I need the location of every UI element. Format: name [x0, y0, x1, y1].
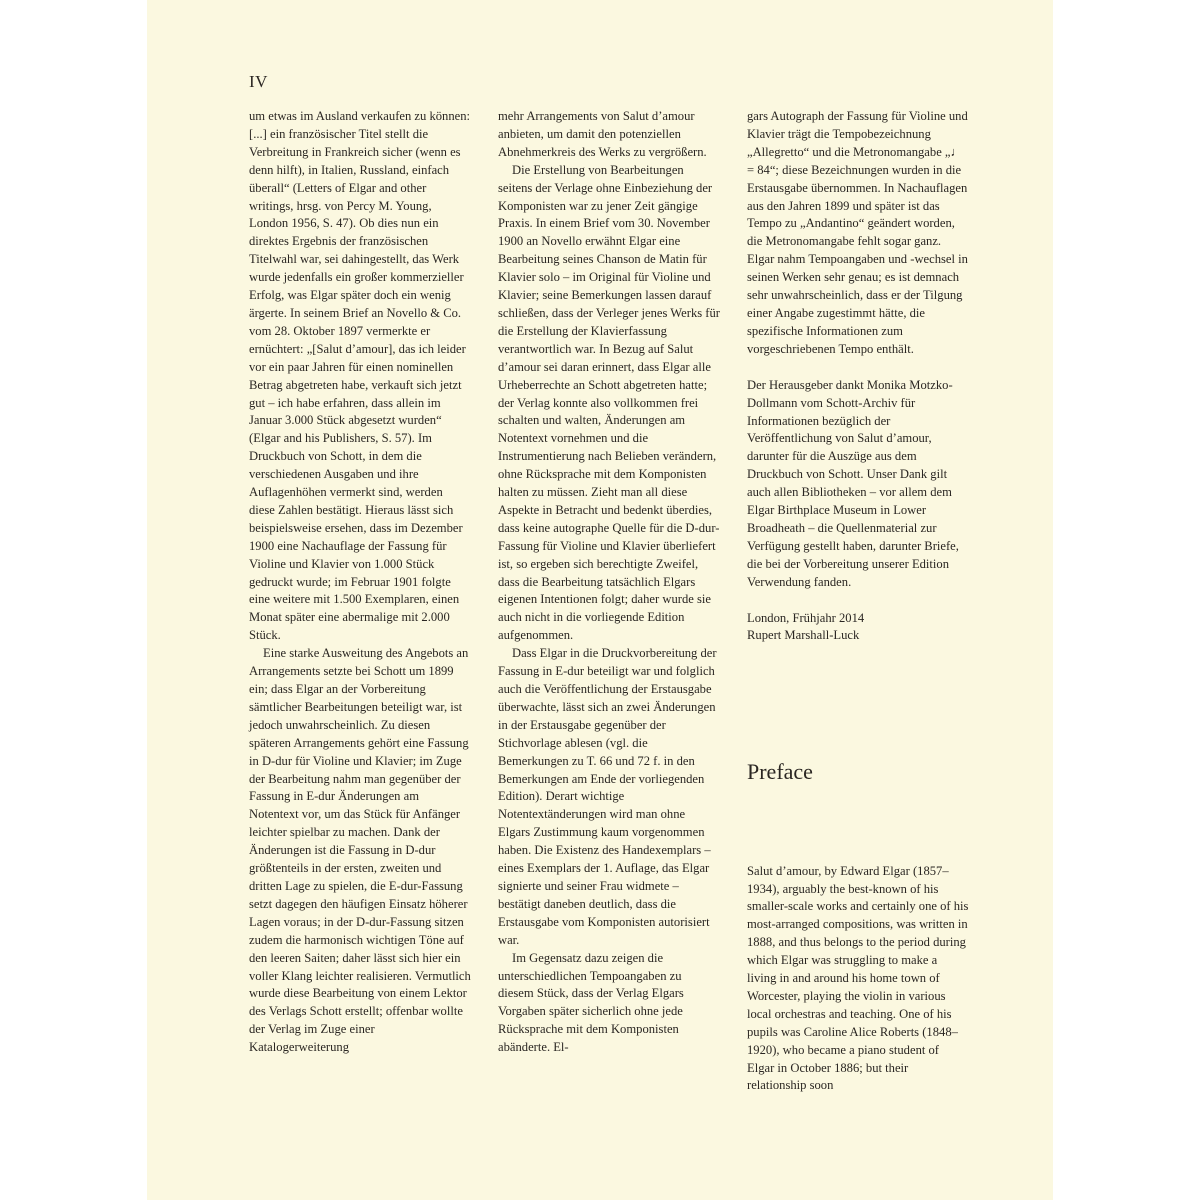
paragraph: um etwas im Ausland verkaufen zu können: [...] ein französischer Titel stellt die Verbreitung in Frankreich sicher (wenn es denn hilft), in Italien, Russland, einfach überall“ (Letters of Elgar and other writings, hrsg. von Percy M. Young, London 1956, S. 47). Ob dies nun ein direktes Ergebnis der französischen Titelwahl war, sei dahingestellt, das Werk wurde jedenfalls ein großer kommerzieller Erfolg, was Elgar später doch ein wenig ärgerte. In seinem Brief an Novello & Co. vom 28. Oktober 1897 vermerkte er ernüchtert: „[Salut d’amour], das ich leider vor ein paar Jahren für einen nominellen Betrag abgetreten habe, verkauft sich jetzt gut – ich habe erfahren, dass allein im Januar 3.000 Stück abgesetzt wurden“ (Elgar and his Publishers, S. 57). Im Druckbuch von Schott, in dem die verschiedenen Ausgaben und ihre Auflagenhöhen vermerkt sind, werden diese Zahlen bestätigt. Hieraus lässt sich beispielsweise ersehen, dass im Dezember 1900 eine Nachauflage der Fassung für Violine und Klavier von 1.000 Stück gedruckt wurde; im Februar 1901 folgte eine weitere mit 1.500 Exemplaren, einen Monat später eine abermalige mit 2.000 Stück.	[249, 109, 471, 643]
column-2	[498, 108, 720, 1057]
paragraph: mehr Arrangements von Salut d’amour anbieten, um damit den potenziellen Abnehmerkreis des Werks zu vergrößern.	[498, 109, 707, 159]
paragraph: Dass Elgar in die Druckvorbereitung der Fassung in E-dur beteiligt war und folglich auch die Veröffentlichung der Erstausgabe überwachte, lässt sich an zwei Änderungen in der Erstausgabe gegenüber der Stichvorlage ablesen (vgl. die Bemerkungen zu T. 66 und 72 f. in den Bemerkungen am Ende der vorliegenden Edition). Derart wichtige Notentextänderungen wird man ohne Elgars Zustimmung kaum vorgenommen haben. Die Existenz des Handexemplars – eines Exemplars der 1. Auflage, das Elgar signierte und seiner Frau widmete – bestätigt daneben deutlich, dass die Erstausgabe vom Komponisten autorisiert war.	[498, 646, 717, 947]
column-1	[249, 108, 471, 1057]
place-date: London, Frühjahr 2014	[747, 610, 865, 625]
author-signature: Rupert Marshall-Luck	[747, 628, 860, 643]
paragraph: Eine starke Ausweitung des Angebots an Arrangements setzte bei Schott um 1899 ein; dass Elgar an der Vorbereitung sämtlicher Bearbeitungen beteiligt war, ist jedoch unwahrscheinlich. Zu diesen späteren Arrangements gehört eine Fassung in D-dur für Violine und Klavier; im Zuge der Bearbeitung nahm man gegenüber der Fassung in E-dur Änderungen am Notentext vor, um das Stück für Anfänger leichter spielbar zu machen. Dank der Änderungen ist die Fassung in D-dur größtenteils in der ersten, zweiten und dritten Lage zu spielen, die E-dur-Fassung setzt dagegen den häufigen Einsatz höherer Lagen voraus; in der D-dur-Fassung sitzen zudem die harmonisch wichtigen Töne auf den leeren Saiten; daher lässt sich hier ein voller Klang leichter realisieren. Vermutlich wurde diese Bearbeitung von einem Lektor des Verlags Schott erstellt; offenbar wollte der Verlag im Zuge einer Katalogerweiterung	[249, 646, 471, 1055]
paragraph: Im Gegensatz dazu zeigen die unterschiedlichen Tempoangaben zu diesem Stück, dass der Verlag Elgars Vorgaben später sicherlich ohne jede Rücksprache mit dem Komponisten abänderte. El-	[498, 950, 684, 1055]
preface-body	[747, 850, 969, 1108]
preface-heading: Preface	[747, 759, 813, 784]
paragraph: Die Erstellung von Bearbeitungen seitens der Verlage ohne Einbeziehung der Komponisten war zu jener Zeit gängige Praxis. In einem Brief vom 30. November 1900 an Novello erwähnt Elgar eine Bearbeitung seines Chanson de Matin für Klavier solo – im Original für Violine und Klavier; seine Bemerkungen lassen darauf schließen, dass der Verleger jenes Werks für die Erstellung der Klavierfassung verantwortlich war. In Bezug auf Salut d’amour sei daran erinnert, dass Elgar alle Urheberrechte an Schott abgetreten hatte; der Verlag konnte also vollkommen frei schalten und walten, Änderungen am Notentext vornehmen und die Instrumentierung nach Belieben verändern, ohne Rücksprache mit dem Komponisten halten zu müssen. Zieht man all diese Aspekte in Betracht und bedenkt überdies, dass keine autographe Quelle für die D-dur-Fassung für Violine und Klavier überliefert ist, so ergeben sich berechtigte Zweifel, dass die Bearbeitung tatsächlich Elgars eigenen Intentionen folgt; daher wurde sie auch nicht in die vorliegende Edition aufgenommen.	[498, 162, 720, 643]
acknowledgements-paragraph: Der Herausgeber dankt Monika Motzko-Dollmann vom Schott-Archiv für Informationen bezüglich der Veröffentlichung von Salut d’amour, darunter für die Auszüge aus dem Druckbuch von Schott. Unser Dank gilt auch allen Bibliotheken – vor allem dem Elgar Birthplace Museum in Lower Broadheath – die Quellenmaterial zur Verfügung gestellt haben, darunter Briefe, die bei der Vorbereitung unserer Edition Verwendung fanden.	[747, 377, 959, 589]
column-3	[747, 108, 969, 645]
paragraph: Salut d’amour, by Edward Elgar (1857– 1934), arguably the best-known of his smaller-scale works and certainly one of his most-arranged compositions, was written in 1888, and thus belongs to the period during which Elgar was struggling to make a living in and around his home town of Worcester, playing the violin in various local orchestras and teaching. One of his pupils was Caroline Alice Roberts (1848– 1920), who became a piano student of Elgar in October 1886; but their relationship soon	[747, 863, 969, 1093]
page-number: IV	[249, 72, 268, 91]
paragraph: gars Autograph der Fassung für Violine und Klavier trägt die Tempobezeichnung „Allegretto“ und die Metronomangabe „♩ = 84“; diese Bezeichnungen wurden in die Erstausgabe übernommen. In Nachauflagen aus den Jahren 1899 und später ist das Tempo zu „Andantino“ geändert worden, die Metronomangabe fehlt sogar ganz. Elgar nahm Tempoangaben und -wechsel in seinen Werken sehr genau; es ist demnach sehr unwahrscheinlich, dass er der Tilgung einer Angabe zugestimmt hätte, die spezifische Informationen zum vorgeschriebenen Tempo enthält.	[747, 109, 968, 356]
